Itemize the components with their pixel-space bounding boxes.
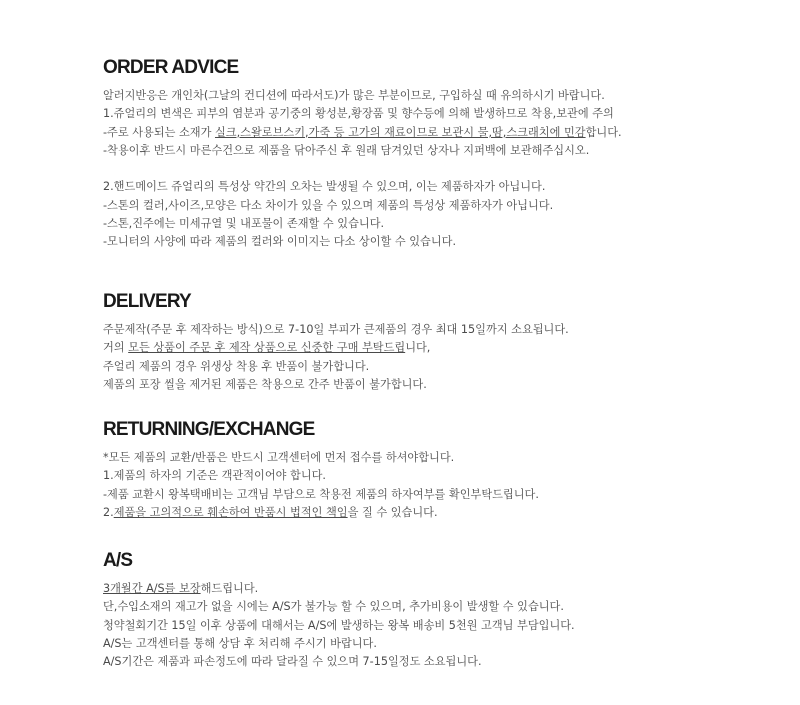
- text-line: [103, 339, 569, 357]
- text-segment: 2.: [103, 505, 114, 519]
- text-segment: 거의: [103, 341, 129, 355]
- text-line: -모니터의 사양에 따라 제품의 컬러와 이미지는 다소 상이할 수 있습니다.: [103, 235, 457, 249]
- text-line: -제품 교환시 왕복택배비는 고객님 부담으로 착용전 제품의 하자여부를 확인부탁드립니다.: [103, 487, 539, 501]
- text-line: A/S는 고객센터를 통해 상담 후 처리해 주시기 바랍니다.: [103, 636, 377, 650]
- underlined-emphasis: 3개월간 A/S를 보장: [103, 582, 201, 595]
- returning-exchange-heading: RETURNING/EXCHANGE: [103, 419, 315, 440]
- text-line: 청약철회기간 15일 이후 상품에 대해서는 A/S에 발생하는 왕복 배송비 5천원 고객님 부담입니다.: [103, 618, 575, 632]
- text-line: 1.쥬얼리의 변색은 피부의 염분과 공기중의 황성분,황장품 및 향수등에 의해 발생하므로 착용,보관에 주의: [103, 107, 614, 121]
- as-heading: A/S: [103, 550, 133, 571]
- text-segment: -주로 사용되는 소재가: [103, 125, 215, 139]
- text-line: 주얼리 제품의 경우 위생상 착용 후 반품이 불가합니다.: [103, 359, 370, 373]
- text-line: 단,수입소재의 재고가 없을 시에는 A/S가 불가능 할 수 있으며, 추가비용이 발생할 수 있습니다.: [103, 600, 564, 614]
- delivery-section: [103, 291, 569, 394]
- text-segment: 합니다.: [585, 125, 622, 139]
- returning-exchange-text: [103, 449, 539, 522]
- text-line: 1.제품의 하자의 기준은 객관적이어야 합니다.: [103, 469, 326, 483]
- delivery-heading: DELIVERY: [103, 291, 191, 312]
- text-line: [103, 504, 539, 522]
- underlined-emphasis: 모든 상품이 주문 후 제작 상품으로 신중한 구매 부탁드립: [128, 341, 406, 355]
- underlined-emphasis: 실크,스왈로브스키,가죽 등 고가의 재료이므로 보관시 물,땀,스크래치에 민감: [214, 125, 586, 139]
- as-text: [103, 580, 575, 671]
- order-advice-section: [103, 57, 622, 252]
- text-line: [103, 580, 575, 598]
- text-line: -스톤의 컬러,사이즈,모양은 다소 차이가 있을 수 있으며 제품의 특성상 제품하자가 아닙니다.: [103, 198, 554, 212]
- order-advice-text: [103, 87, 622, 252]
- text-line: 알러지반응은 개인차(그날의 컨디션에 따라서도)가 많은 부분이므로, 구입하실 때 유의하시기 바랍니다.: [103, 89, 605, 102]
- text-line: [103, 124, 622, 142]
- text-line: 주문제작(주문 후 제작하는 방식)으로 7-10일 부피가 큰제품의 경우 최대 15일까지 소요됩니다.: [103, 323, 569, 336]
- returning-exchange-section: [103, 419, 539, 522]
- text-segment: 니다,: [405, 341, 431, 355]
- text-line: *모든 제품의 교환/반품은 반드시 고객센터에 먼저 접수를 하셔야합니다.: [103, 451, 455, 464]
- as-section: [103, 550, 575, 671]
- text-line: 제품의 포장 씰을 제거된 제품은 착용으로 간주 반품이 불가합니다.: [103, 377, 427, 391]
- order-advice-heading: ORDER ADVICE: [103, 57, 239, 78]
- text-line: A/S기간은 제품과 파손정도에 따라 달라질 수 있으며 7-15일정도 소요됩니다.: [103, 655, 482, 669]
- text-segment: 을 질 수 있습니다.: [347, 505, 438, 519]
- text-line: 2.핸드메이드 쥬얼리의 특성상 약간의 오차는 발생될 수 있으며, 이는 제품하자가 아닙니다.: [103, 180, 546, 194]
- text-line: -스톤,진주에는 미세규열 및 내포물이 존재할 수 있습니다.: [103, 217, 385, 231]
- delivery-text: [103, 321, 569, 394]
- underlined-emphasis: 제품을 고의적으로 훼손하여 반품시 법적인 책임: [113, 505, 348, 519]
- text-segment: 해드립니다.: [200, 582, 259, 595]
- text-line: -착용이후 반드시 마른수건으로 제품을 닦아주신 후 원래 담겨있던 상자나 지퍼백에 보관해주십시오.: [103, 143, 590, 157]
- blank-line: [103, 160, 622, 178]
